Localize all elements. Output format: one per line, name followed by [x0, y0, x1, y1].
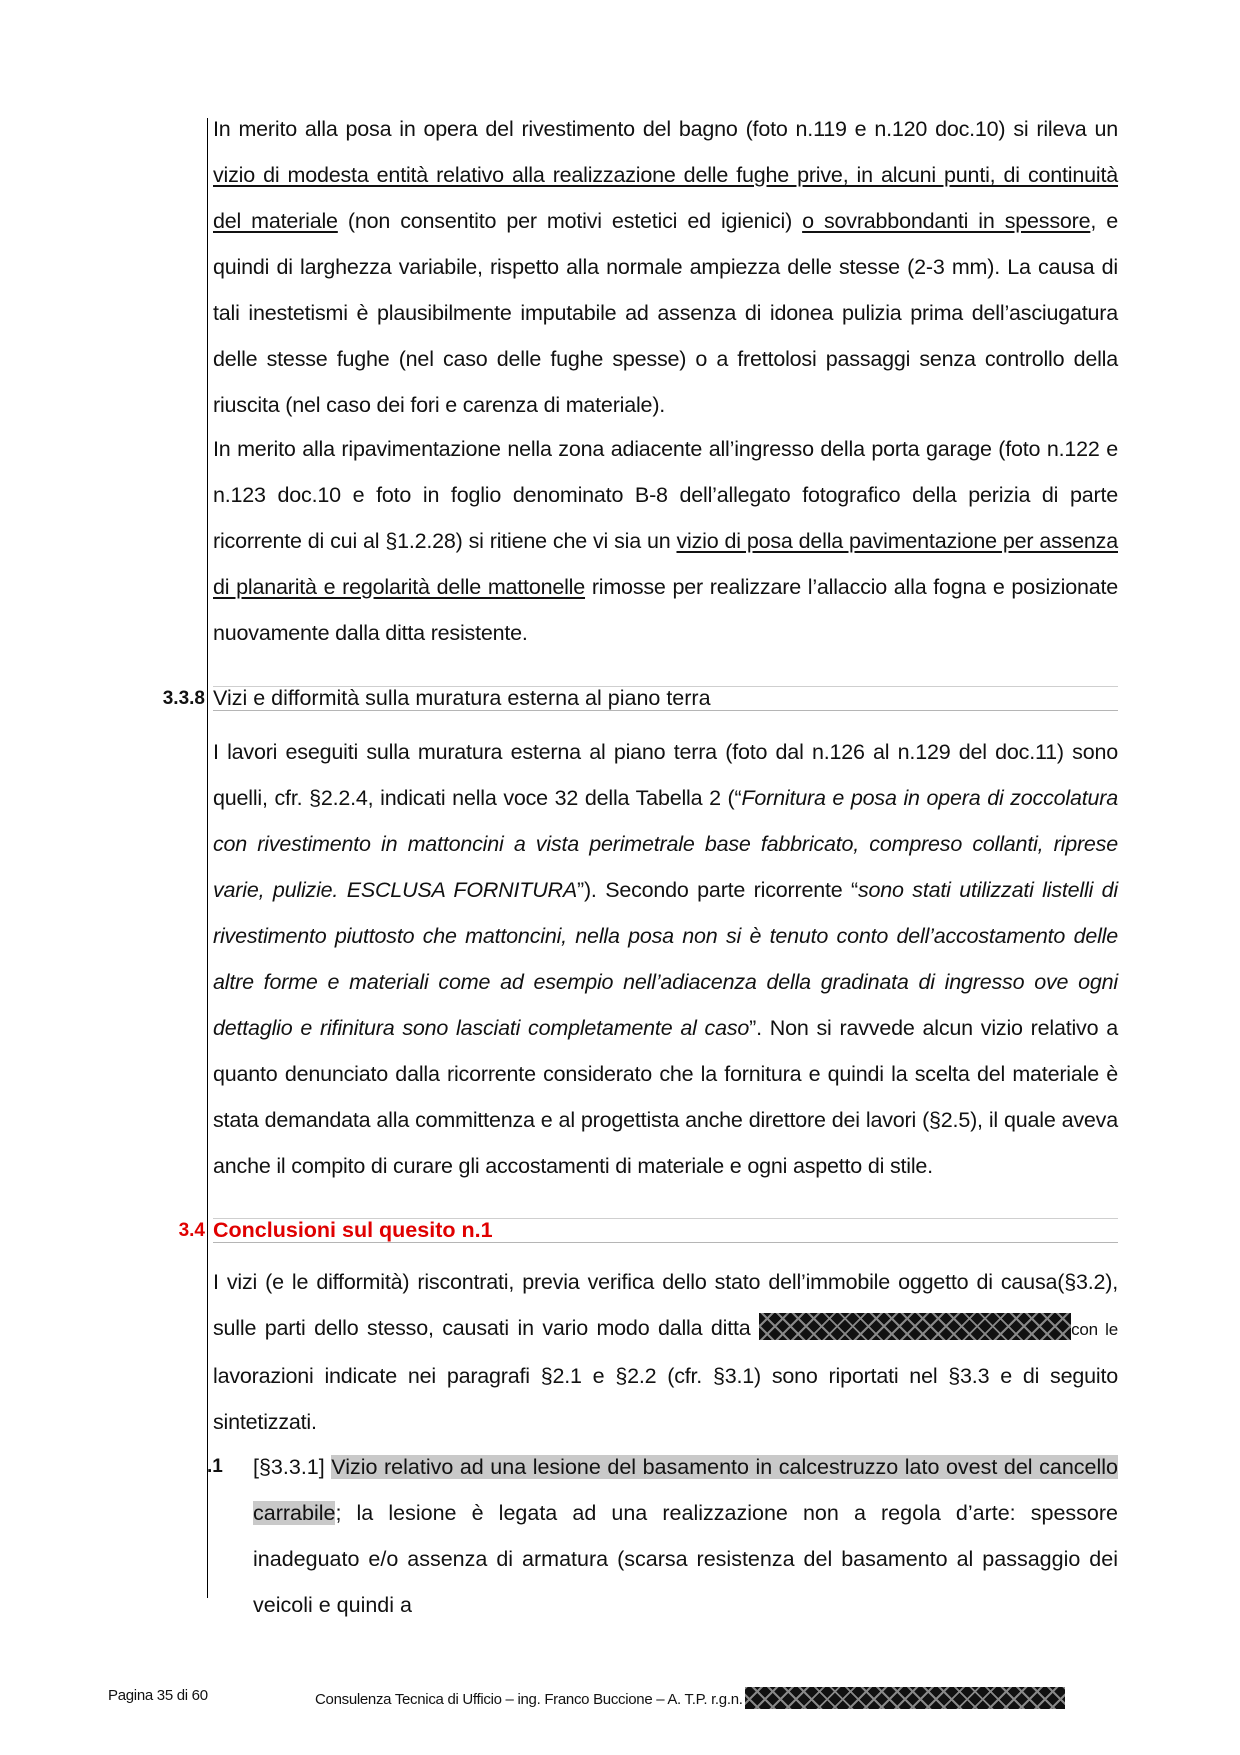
text-run: (non consentito per motivi estetici ed igienici) [337, 209, 803, 233]
text-run: [§3.3.1] [253, 1455, 332, 1479]
paragraph-external-wall [213, 729, 1118, 1189]
left-margin-rule [207, 118, 208, 1598]
text-run: In merito alla ripavimentazione nella zona adiacente all’ingresso della porta garage (foto n.122 e n.123 doc.10 e foto in foglio denominato B-8 dell’allegato fotografico della perizia di parte ricorrente di cui al §1.2.28) si ritiene che vi sia un [213, 437, 1118, 553]
text-run: lavorazioni indicate nei paragrafi §2.1 e §2.2 (cfr. §3.1) sono riportati nel §3.3 e di seguito sintetizzati. [213, 1364, 1118, 1434]
divider [213, 710, 1118, 711]
underlined-text: o sovrabbondanti in spessore [802, 209, 1091, 233]
text-run: rimosse per realizzare l’allaccio alla fogna e posizionate nuovamente dalla ditta resistente. [213, 575, 1118, 645]
section-number: 3.4 [178, 1220, 205, 1241]
redaction-block [759, 1313, 1071, 1340]
footer-page-number: Pagina 35 di 60 [108, 1687, 208, 1704]
text-run: , e quindi di larghezza variabile, rispetto alla normale ampiezza delle stesse (2-3 mm). La causa di tali inestetismi è plausibilmente imputabile ad assenza di idonea pulizia prima dell’asciugatura delle stesse fughe (nel caso delle fughe spesse) o a frettolosi passaggi senza controllo della riuscita (nel caso dei fori e carenza di materiale). [213, 209, 1118, 417]
section-number: 3.3.8 [162, 688, 205, 709]
footer-author-text: Consulenza Tecnica di Ufficio – ing. Franco Buccione – A. T.P. r.g.n. [315, 1691, 743, 1708]
text-run: ”. Non si ravvede alcun vizio relativo a quanto denunciato dalla ricorrente considerato che la fornitura e quindi la scelta del materiale è stata demandata alla committenza e al progettista anche direttore dei lavori (§2.5), il quale aveva anche il compito di curare gli accostamenti di materiale e ogni aspetto di stile. [213, 1016, 1118, 1178]
footer-author [315, 1687, 1065, 1709]
underlined-text: vizio di posa della pavimentazione per assenza di planarità e regolarità delle mattonelle [213, 529, 1118, 599]
section-title: Conclusioni sul quesito n.1 [213, 1218, 493, 1242]
text-run: In merito alla posa in opera del rivestimento del bagno (foto n.119 e n.120 doc.10) si rileva un [213, 117, 1118, 141]
quoted-text: sono stati utilizzati listelli di rivestimento piuttosto che mattoncini, nella posa non si è tenuto conto dell’accostamento delle altre forme e materiali come ad esempio nell’adiacenza della gradinata di ingresso ove ogni dettaglio e rifinitura sono lasciati completamente al caso [213, 878, 1118, 1040]
text-run: I vizi (e le difformità) riscontrati, previa verifica dello stato dell’immobile oggetto di causa(§3.2), sulle parti dello stesso, causati in vario modo dalla ditta [213, 1270, 1118, 1340]
text-run: I lavori eseguiti sulla muratura esterna al piano terra (foto dal n.126 al n.129 del doc.11) sono quelli, cfr. §2.2.4, indicati nella voce 32 della Tabella 2 (“ [213, 740, 1118, 810]
section-heading-3-3-8 [150, 686, 1118, 726]
paragraph-garage-paving [213, 426, 1118, 656]
list-item [207, 1444, 1118, 1628]
paragraph-conclusions [213, 1259, 1118, 1445]
quoted-text: Fornitura e posa in opera di zoccolatura con rivestimento in mattoncini a vista perimetrale base fabbricato, compreso collanti, riprese varie, pulizie. ESCLUSA FORNITURA [213, 786, 1118, 902]
divider [213, 1242, 1118, 1243]
highlighted-text: Vizio relativo ad una lesione del basamento in calcestruzzo lato ovest del cancello carrabile [253, 1455, 1118, 1525]
paragraph-bathroom-tiles [213, 106, 1118, 428]
list-text [253, 1444, 1118, 1628]
text-run: ”). Secondo parte ricorrente “ [577, 878, 858, 902]
list-number: .1 [207, 1456, 223, 1477]
section-title: Vizi e difformità sulla muratura esterna al piano terra [213, 686, 711, 710]
section-heading-3-4 [150, 1218, 1118, 1258]
redaction-block [745, 1687, 1065, 1709]
underlined-text: vizio di modesta entità relativo alla realizzazione delle fughe prive, in alcuni punti, di continuità del materiale [213, 163, 1118, 233]
text-run: ; la lesione è legata ad una realizzazione non a regola d’arte: spessore inadeguato e/o assenza di armatura (scarsa resistenza del basamento al passaggio dei veicoli e quindi a [253, 1501, 1118, 1617]
text-run: con le [1071, 1320, 1118, 1339]
